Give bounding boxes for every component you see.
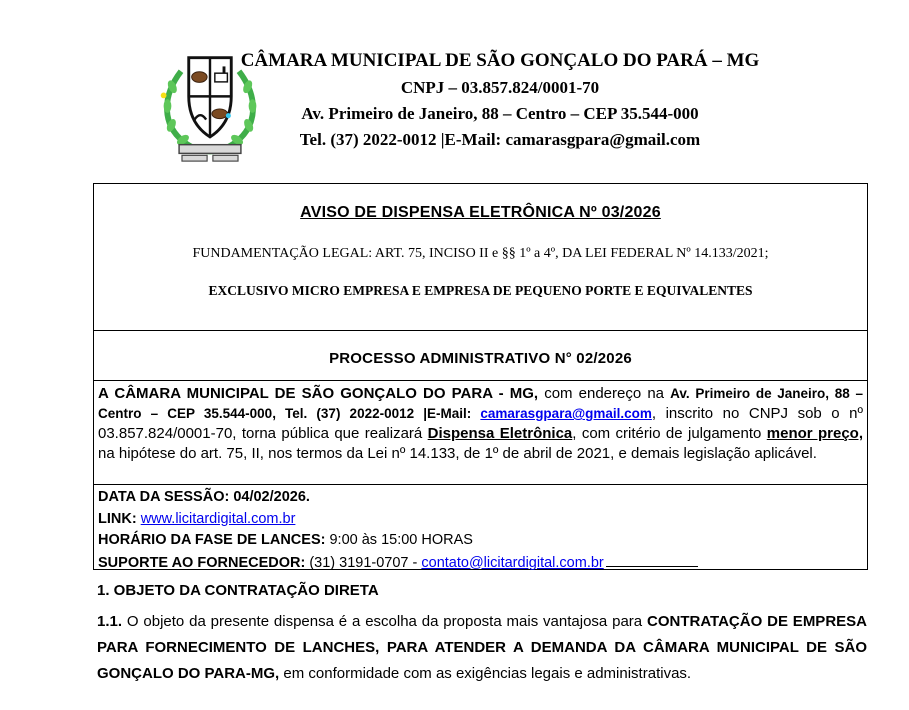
session-date: DATA DA SESSÃO: 04/02/2026. [98, 489, 310, 505]
dispensa-eletronica-run: Dispensa Eletrônica [427, 425, 573, 442]
text-run: com endereço na [538, 385, 671, 402]
org-address: Av. Primeiro de Janeiro, 88 – Centro – CEP 35.544-000 [301, 104, 699, 123]
exclusivity-note: EXCLUSIVO MICRO EMPRESA E EMPRESA DE PEQUENO PORTE E EQUIVALENTES [208, 283, 753, 298]
process-number: PROCESSO ADMINISTRATIVO N° 02/2026 [329, 350, 632, 367]
text-run: O objeto da presente dispensa é a escolha da proposta mais vantajosa para [122, 613, 647, 630]
text-run: , inscrito no CNPJ sob o nº 03.857.824/0001-70, torna pública que realizará [98, 405, 863, 442]
org-cnpj: CNPJ – 03.857.824/0001-70 [400, 78, 600, 97]
org-name-run: A CÂMARA MUNICIPAL DE SÃO GONÇALO DO PARA - MG, [98, 385, 539, 402]
text-run: em conformidade com as exigências legais e administrativas. [279, 665, 692, 682]
notice-title: AVISO DE DISPENSA ELETRÔNICA Nº 03/2026 [300, 204, 661, 221]
trailing-underline [606, 552, 698, 567]
legal-basis: FUNDAMENTAÇÃO LEGAL: ART. 75, INCISO II e §§ 1º a 4º, DA LEI FEDERAL Nº 14.133/2021; [192, 246, 769, 261]
session-info-cell [94, 484, 867, 569]
notice-table [93, 183, 868, 570]
section-1-1-paragraph [97, 609, 867, 687]
notice-header-cell [94, 204, 867, 330]
menor-preco-run: menor preço, [766, 425, 864, 442]
clause-number: 1.1. [97, 613, 123, 630]
session-hours-line [98, 530, 867, 552]
org-email-link[interactable]: camarasgpara@gmail.com [480, 406, 652, 421]
session-link-line [98, 509, 867, 531]
text-run: , com critério de julgamento [572, 425, 767, 442]
session-support-line [98, 552, 867, 575]
org-name: CÂMARA MUNICIPAL DE SÃO GONÇALO DO PARÁ – MG [240, 50, 760, 71]
supplier-support-label: SUPORTE AO FORNECEDOR: [98, 554, 310, 571]
bidding-hours-value: 9:00 às 15:00 HORAS [329, 532, 473, 548]
org-contact: Tel. (37) 2022-0012 |E-Mail: camarasgpara@gmail.com [299, 130, 701, 149]
object-description-run: CONTRATAÇÃO DE EMPRESA PARA FORNECIMENTO DE LANCHES, PARA ATENDER A DEMANDA DA CÂMARA MUNICIPAL DE SÃO GONÇALO DO PARA-MG, [97, 613, 867, 682]
address-run: Av. Primeiro de Janeiro, 88 – Centro – CEP 35.544-000, Tel. (37) 2022-0012 |E-Mail: [98, 386, 863, 421]
bidding-hours-label: HORÁRIO DA FASE DE LANCES: [98, 532, 330, 548]
notice-intro-paragraph [94, 380, 867, 484]
support-phone: (31) 3191-0707 - [309, 554, 422, 571]
letterhead [160, 50, 840, 156]
session-date-line [98, 487, 867, 509]
portal-link[interactable]: www.licitardigital.com.br [140, 510, 296, 527]
section-1-heading: 1. OBJETO DA CONTRATAÇÃO DIRETA [97, 582, 379, 599]
link-label: LINK: [98, 510, 141, 527]
support-email-link[interactable]: contato@licitardigital.com.br [421, 554, 604, 571]
text-run: na hipótese do art. 75, II, nos termos da Lei nº 14.133, de 1º de abril de 2021, e demais legislação aplicável. [98, 445, 817, 462]
process-cell [94, 330, 867, 380]
